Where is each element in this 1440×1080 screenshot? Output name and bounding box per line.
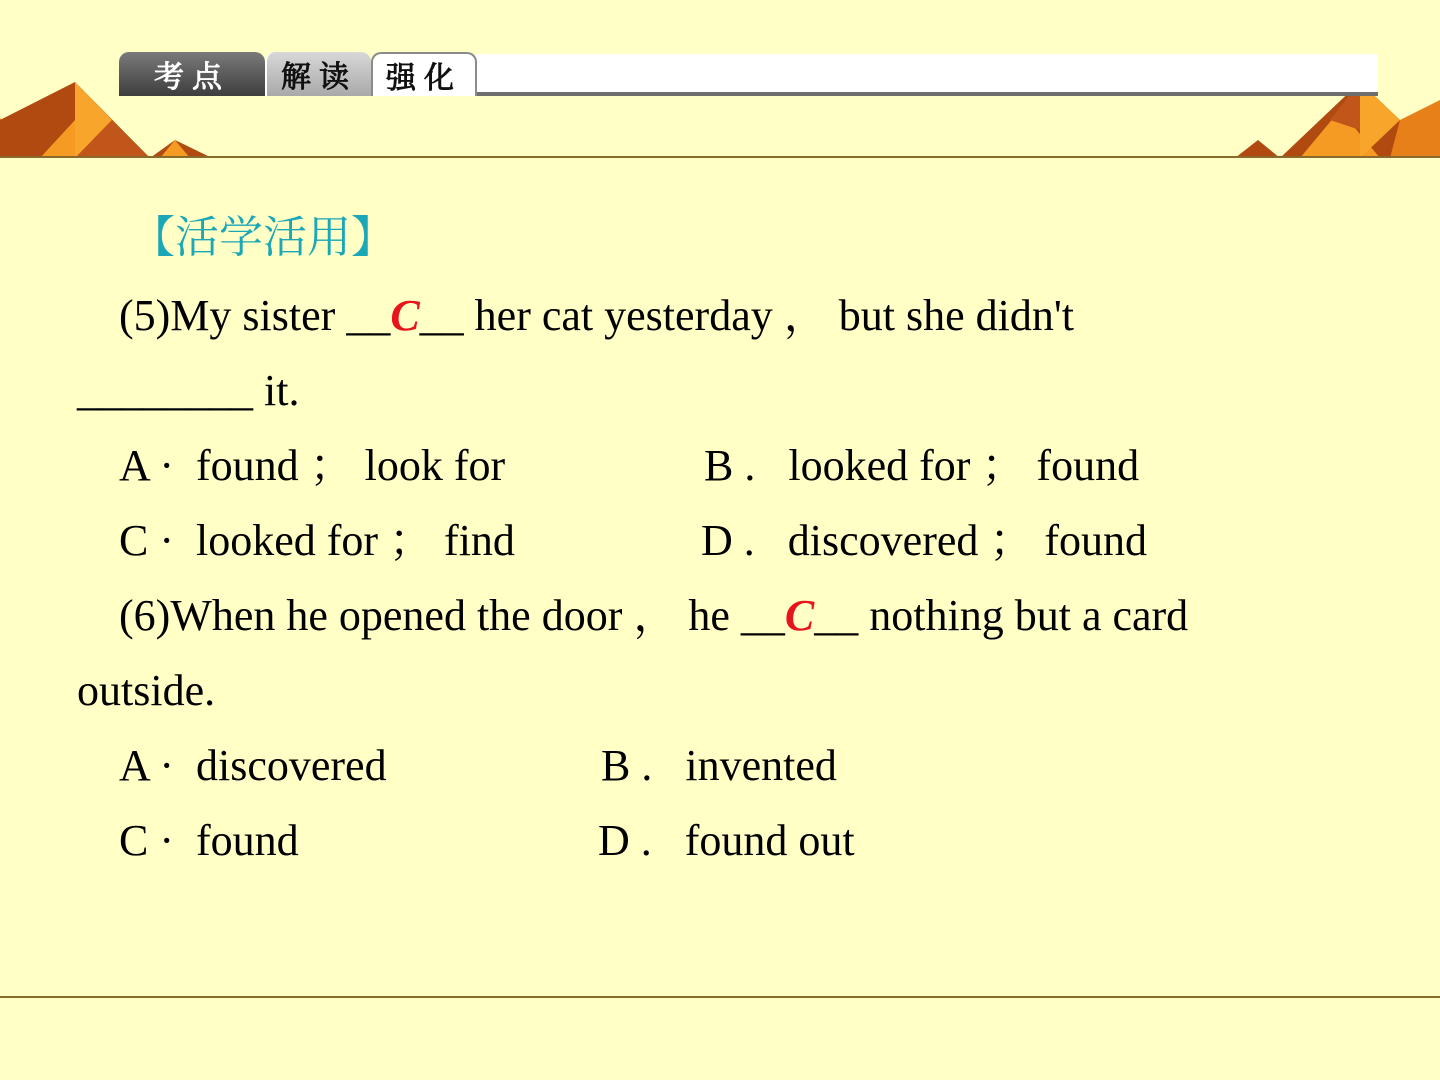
tab-kaodian[interactable]: 考点 <box>119 52 265 96</box>
option-d <box>701 515 1147 567</box>
option-letter: A · <box>119 741 174 790</box>
question-stem-part1: My sister __ <box>170 291 391 340</box>
option-letter: D . <box>701 516 755 565</box>
tab-jiedu[interactable]: 解读 <box>265 52 371 96</box>
tab-qianghua[interactable]: 强化 <box>371 52 477 96</box>
option-letter: D . <box>598 816 652 865</box>
question-stem-part2: __ nothing but a card <box>814 591 1189 640</box>
answer-mark: C <box>390 291 420 340</box>
option-d <box>598 815 855 867</box>
option-a <box>119 440 505 492</box>
option-c <box>119 515 515 567</box>
option-text: found ； look for <box>196 441 506 490</box>
option-text: found <box>196 816 299 865</box>
question-stem-part1: When he opened the door ， he __ <box>170 591 785 640</box>
answer-mark: C <box>784 591 815 640</box>
tab-bar <box>119 52 1378 96</box>
option-letter: C · <box>119 816 174 865</box>
question-number: (6) <box>119 591 171 640</box>
option-a <box>119 740 387 792</box>
footer-divider <box>0 996 1440 998</box>
question-6-stem <box>119 590 1188 642</box>
option-letter: A · <box>119 441 174 490</box>
header-divider <box>0 156 1440 158</box>
option-text: discovered <box>196 741 387 790</box>
option-text: found out <box>684 816 855 865</box>
question-5-stem <box>119 290 1074 342</box>
option-text: invented <box>685 741 837 790</box>
option-letter: B . <box>601 741 653 790</box>
option-letter: B . <box>704 441 756 490</box>
option-letter: C · <box>119 516 174 565</box>
tab-track <box>475 54 1378 96</box>
option-b <box>601 740 837 792</box>
question-5-stem-line2: ________ it. <box>77 366 300 415</box>
question-number: (5) <box>119 291 171 340</box>
section-title: 【活学活用】 <box>131 212 395 263</box>
option-text: discovered ； found <box>787 516 1148 565</box>
option-b <box>704 440 1139 492</box>
option-text: looked for ； found <box>788 441 1140 490</box>
option-text: looked for ； find <box>196 516 515 565</box>
option-c <box>119 815 299 867</box>
question-stem-part2: __ her cat yesterday ， but she didn't <box>419 291 1074 340</box>
question-6-stem-line2: outside. <box>77 666 216 715</box>
